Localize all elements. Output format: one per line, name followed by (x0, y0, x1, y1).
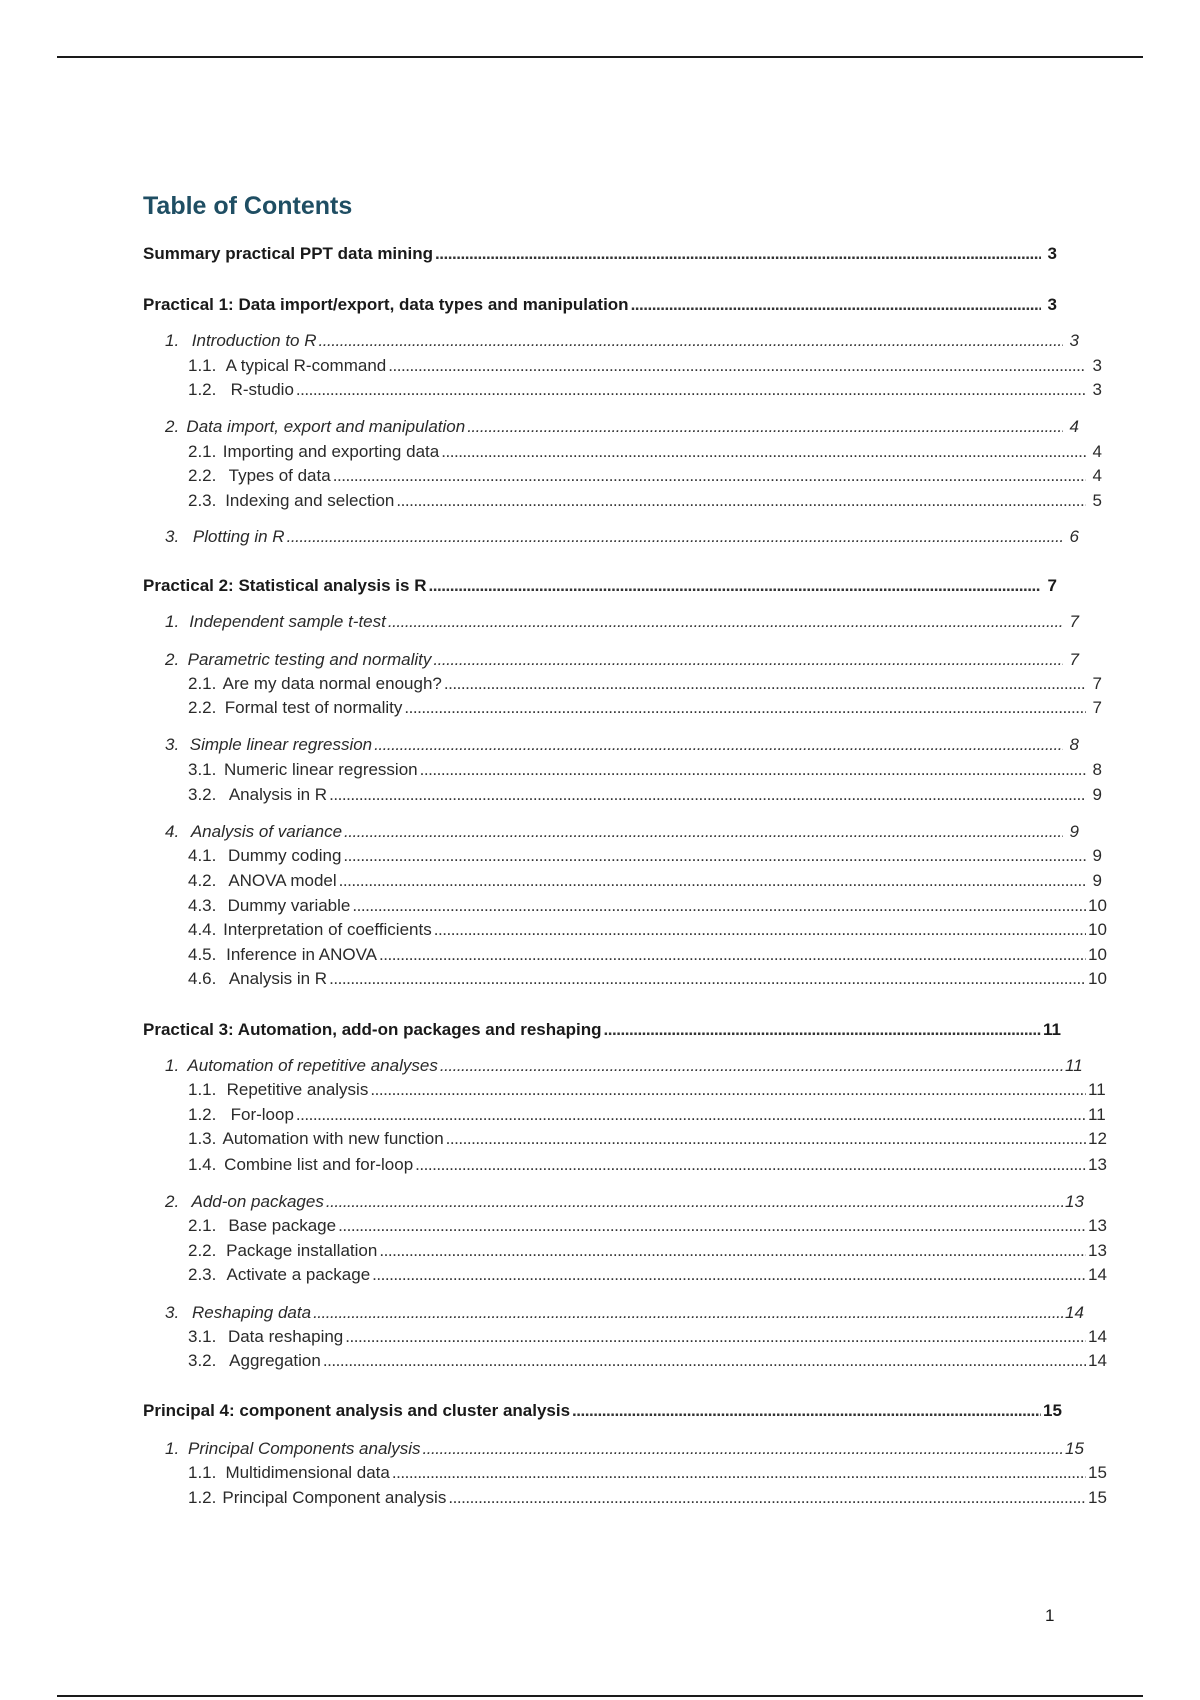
toc-dot-leader (440, 1054, 1063, 1078)
toc-entry-page: 8 (1069, 735, 1079, 754)
toc-dot-leader (433, 648, 1063, 672)
toc-entry-page: 10 (1088, 896, 1107, 915)
toc-entry-title: Automation with new function (222, 1129, 444, 1148)
toc-entry-level3[interactable] (143, 1127, 1107, 1151)
toc-entry-level2[interactable] (143, 610, 1079, 634)
toc-entry-level2[interactable] (143, 329, 1079, 353)
toc-dot-leader (379, 1239, 1086, 1263)
toc-entry-number: 3. (165, 735, 180, 754)
toc-entry-level3[interactable] (143, 440, 1102, 464)
toc-entry-page: 13 (1088, 1241, 1107, 1260)
toc-entry-level2[interactable] (143, 1054, 1083, 1078)
toc-dot-leader (444, 672, 1086, 696)
toc-entry-page: 3 (1047, 244, 1057, 263)
toc-entry-page: 9 (1092, 785, 1102, 804)
toc-entry-title: Plotting in R (192, 527, 285, 546)
toc-entry-title: Interpretation of coefficients (223, 920, 432, 939)
toc-dot-leader (379, 943, 1086, 967)
toc-entry-level3[interactable] (143, 1263, 1107, 1287)
toc-entry-level3[interactable] (143, 1078, 1106, 1102)
footer-rule (57, 1695, 1143, 1697)
toc-dot-leader (415, 1153, 1086, 1177)
toc-entry-title: Analysis of variance (190, 822, 343, 841)
toc-entry-title: Automation of repetitive analyses (187, 1056, 438, 1075)
toc-entry-number: 3.2. (188, 1351, 217, 1370)
toc-entry-number: 3.2. (188, 785, 217, 804)
toc-entry-title: Repetitive analysis (226, 1080, 369, 1099)
toc-dot-leader (296, 378, 1086, 402)
toc-entry-number: 4.5. (188, 945, 217, 964)
toc-entry-number: 1. (165, 1439, 180, 1458)
toc-entry-page: 13 (1088, 1216, 1107, 1235)
toc-entry-title: Dummy coding (228, 846, 342, 865)
toc-dot-leader (448, 1486, 1086, 1510)
toc-entry-level3[interactable] (143, 1153, 1107, 1177)
toc-dot-leader (388, 610, 1063, 634)
toc-dot-leader (345, 1325, 1086, 1349)
toc-entry-number: 2.3. (188, 1265, 217, 1284)
toc-dot-leader (296, 1103, 1086, 1127)
toc-entry-number: 3. (165, 527, 180, 546)
toc-dot-leader (329, 967, 1086, 991)
toc-entry-title: Formal test of normality (224, 698, 403, 717)
toc-dot-leader (372, 1263, 1086, 1287)
toc-entry-level3[interactable] (143, 696, 1102, 720)
toc-entry-page: 7 (1047, 576, 1057, 595)
toc-entry-number: 2.2. (188, 466, 217, 485)
toc-dot-leader (344, 820, 1063, 844)
toc-entry-title: A typical R-command (225, 356, 387, 375)
toc-entry-page: 10 (1088, 945, 1107, 964)
toc-entry-title: Base package (228, 1216, 337, 1235)
toc-entry-title: Independent sample t-test (189, 612, 386, 631)
toc-dot-leader (428, 574, 1041, 598)
toc-entry-title: Parametric testing and normality (187, 650, 432, 669)
toc-dot-leader (435, 242, 1041, 266)
toc-entry-number: 4.6. (188, 969, 217, 988)
toc-entry-page: 15 (1043, 1401, 1062, 1420)
toc-entry-level3[interactable] (143, 1214, 1107, 1238)
toc-entry-level3[interactable] (143, 894, 1107, 918)
toc-entry-number: 2.2. (188, 1241, 217, 1260)
toc-entry-number: 1.3. (188, 1129, 217, 1148)
toc-entry-number: 2.2. (188, 698, 217, 717)
toc-dot-leader (326, 1190, 1063, 1214)
toc-entry-title: Activate a package (226, 1265, 371, 1284)
toc-entry-page: 4 (1092, 442, 1102, 461)
toc-dot-leader (370, 1078, 1086, 1102)
toc-entry-number: 4.3. (188, 896, 217, 915)
toc-entry-level3[interactable] (143, 378, 1102, 402)
toc-dot-leader (441, 440, 1086, 464)
toc-entry-number: 4.2. (188, 871, 217, 890)
toc-dot-leader (323, 1349, 1086, 1373)
header-rule (57, 56, 1143, 58)
toc-dot-leader (329, 783, 1086, 807)
toc-dot-leader (352, 894, 1086, 918)
toc-entry-title: Practical 3: Automation, add-on packages and reshaping (143, 1020, 602, 1039)
toc-entry-title: ANOVA model (228, 871, 337, 890)
toc-entry-level3[interactable] (143, 1461, 1107, 1485)
toc-entry-title: Combine list and for-loop (224, 1155, 414, 1174)
toc-entry-number: 4. (165, 822, 180, 841)
toc-entry-title: For-loop (230, 1105, 294, 1124)
toc-entry-page: 15 (1065, 1439, 1084, 1458)
toc-entry-page: 14 (1088, 1327, 1107, 1346)
toc-dot-leader (339, 869, 1086, 893)
toc-dot-leader (631, 293, 1041, 317)
toc-entry-level2[interactable] (143, 733, 1079, 757)
toc-entry-title: Analysis in R (228, 785, 328, 804)
toc-entry-page: 7 (1092, 698, 1102, 717)
toc-entry-number: 2.1. (188, 442, 217, 461)
toc-entry-level1[interactable] (143, 574, 1057, 598)
toc-entry-level3[interactable] (143, 489, 1102, 513)
toc-entry-level3[interactable] (143, 1103, 1106, 1127)
toc-dot-leader (343, 844, 1086, 868)
toc-entry-level2[interactable] (143, 1437, 1084, 1461)
toc-entry-level3[interactable] (143, 918, 1107, 942)
toc-entry-level2[interactable] (143, 1301, 1084, 1325)
toc-entry-title: Principal Component analysis (222, 1488, 447, 1507)
toc-entry-page: 10 (1088, 920, 1107, 939)
toc-entry-title: Data reshaping (227, 1327, 344, 1346)
toc-entry-number: 2. (165, 417, 180, 436)
toc-entry-number: 1.2. (188, 1488, 217, 1507)
toc-entry-title: Aggregation (229, 1351, 321, 1370)
toc-entry-level1[interactable] (143, 1018, 1061, 1042)
toc-dot-leader (396, 489, 1086, 513)
toc-entry-level3[interactable] (143, 869, 1102, 893)
toc-entry-title: Dummy variable (227, 896, 351, 915)
toc-entry-number: 1.2. (188, 380, 217, 399)
toc-entry-title: Analysis in R (228, 969, 328, 988)
toc-entry-level3[interactable] (143, 354, 1102, 378)
toc-entry-number: 4.1. (188, 846, 217, 865)
toc-entry-title: Package installation (226, 1241, 378, 1260)
toc-entry-number: 1.1. (188, 356, 217, 375)
page-title: Table of Contents (143, 192, 353, 220)
toc-entry-page: 6 (1069, 527, 1079, 546)
toc-entry-title: Summary practical PPT data mining (143, 244, 434, 263)
toc-dot-leader (446, 1127, 1086, 1151)
toc-entry-page: 4 (1069, 417, 1079, 436)
toc-entry-number: 2. (165, 650, 180, 669)
toc-entry-page: 14 (1088, 1351, 1107, 1370)
toc-dot-leader (374, 733, 1063, 757)
toc-entry-page: 4 (1092, 466, 1102, 485)
toc-entry-number: 1. (165, 1056, 180, 1075)
toc-entry-title: Indexing and selection (225, 491, 395, 510)
toc-dot-leader (422, 1437, 1063, 1461)
toc-dot-leader (572, 1399, 1041, 1423)
toc-entry-level3[interactable] (143, 1486, 1107, 1510)
toc-dot-leader (392, 1461, 1086, 1485)
toc-dot-leader (434, 918, 1086, 942)
toc-entry-title: Inference in ANOVA (226, 945, 377, 964)
toc-dot-leader (313, 1301, 1063, 1325)
toc-entry-title: Types of data (228, 466, 331, 485)
toc-entry-page: 11 (1088, 1105, 1106, 1124)
toc-entry-page: 9 (1092, 846, 1102, 865)
toc-entry-level3[interactable] (143, 1325, 1107, 1349)
toc-entry-page: 13 (1088, 1155, 1107, 1174)
toc-entry-page: 11 (1043, 1020, 1061, 1039)
toc-entry-level1[interactable] (143, 242, 1057, 266)
toc-entry-page: 14 (1065, 1303, 1084, 1322)
toc-dot-leader (333, 464, 1086, 488)
toc-entry-page: 7 (1069, 612, 1079, 631)
toc-entry-title: R-studio (230, 380, 294, 399)
toc-entry-number: 2. (165, 1192, 180, 1211)
toc-entry-page: 3 (1092, 380, 1102, 399)
page-number: 1 (1045, 1606, 1055, 1625)
toc-entry-page: 5 (1092, 491, 1102, 510)
toc-entry-title: Data import, export and manipulation (186, 417, 466, 436)
toc-entry-level3[interactable] (143, 758, 1102, 782)
toc-entry-page: 9 (1092, 871, 1102, 890)
toc-dot-leader (319, 329, 1063, 353)
toc-entry-level2[interactable] (143, 525, 1079, 549)
toc-entry-page: 3 (1092, 356, 1102, 375)
toc-dot-leader (287, 525, 1063, 549)
toc-entry-title: Practical 1: Data import/export, data types and manipulation (143, 295, 629, 314)
toc-entry-level3[interactable] (143, 844, 1102, 868)
toc-entry-page: 3 (1069, 331, 1079, 350)
toc-entry-number: 2.3. (188, 491, 217, 510)
toc-entry-page: 3 (1047, 295, 1057, 314)
toc-entry-title: Multidimensional data (225, 1463, 390, 1482)
toc-entry-title: Are my data normal enough? (222, 674, 442, 693)
toc-dot-leader (404, 696, 1086, 720)
toc-entry-title: Add-on packages (191, 1192, 324, 1211)
toc-dot-leader (467, 415, 1063, 439)
toc-entry-number: 3.1. (188, 760, 217, 779)
toc-dot-leader (420, 758, 1086, 782)
toc-entry-number: 1.4. (188, 1155, 217, 1174)
toc-entry-number: 1.1. (188, 1080, 217, 1099)
toc-entry-page: 14 (1088, 1265, 1107, 1284)
toc-entry-level3[interactable] (143, 464, 1102, 488)
toc-entry-title: Introduction to R (191, 331, 317, 350)
toc-entry-level3[interactable] (143, 1349, 1107, 1373)
toc-entry-number: 1. (165, 612, 180, 631)
toc-entry-number: 3.1. (188, 1327, 217, 1346)
toc-entry-number: 3. (165, 1303, 180, 1322)
toc-entry-level3[interactable] (143, 967, 1107, 991)
toc-entry-page: 13 (1065, 1192, 1084, 1211)
toc-entry-page: 11 (1088, 1080, 1106, 1099)
toc-entry-level3[interactable] (143, 783, 1102, 807)
toc-entry-title: Importing and exporting data (222, 442, 440, 461)
toc-entry-page: 10 (1088, 969, 1107, 988)
toc-entry-page: 15 (1088, 1488, 1107, 1507)
toc-entry-level3[interactable] (143, 1239, 1107, 1263)
toc-entry-page: 11 (1065, 1056, 1083, 1075)
toc-dot-leader (603, 1018, 1041, 1042)
toc-entry-level3[interactable] (143, 943, 1107, 967)
toc-entry-page: 7 (1069, 650, 1079, 669)
toc-entry-number: 2.1. (188, 1216, 217, 1235)
toc-entry-number: 1. (165, 331, 180, 350)
toc-entry-level2[interactable] (143, 1190, 1084, 1214)
toc-entry-level2[interactable] (143, 415, 1079, 439)
toc-entry-number: 1.2. (188, 1105, 217, 1124)
toc-entry-title: Principal Components analysis (188, 1439, 421, 1458)
toc-entry-page: 7 (1092, 674, 1102, 693)
toc-entry-title: Numeric linear regression (223, 760, 418, 779)
toc-entry-level2[interactable] (143, 648, 1079, 672)
toc-entry-number: 4.4. (188, 920, 217, 939)
toc-entry-level1[interactable] (143, 1399, 1062, 1423)
toc-entry-page: 8 (1092, 760, 1102, 779)
toc-entry-page: 15 (1088, 1463, 1107, 1482)
toc-entry-level3[interactable] (143, 672, 1102, 696)
toc-dot-leader (388, 354, 1086, 378)
toc-entry-level2[interactable] (143, 820, 1079, 844)
toc-entry-number: 1.1. (188, 1463, 217, 1482)
toc-entry-title: Practical 2: Statistical analysis is R (143, 576, 427, 595)
toc-dot-leader (338, 1214, 1086, 1238)
toc-entry-title: Reshaping data (191, 1303, 312, 1322)
toc-entry-page: 12 (1088, 1129, 1107, 1148)
toc-entry-title: Principal 4: component analysis and cluster analysis (143, 1401, 571, 1420)
toc-entry-number: 2.1. (188, 674, 217, 693)
toc-entry-title: Simple linear regression (189, 735, 373, 754)
toc-entry-page: 9 (1069, 822, 1079, 841)
toc-entry-level1[interactable] (143, 293, 1057, 317)
